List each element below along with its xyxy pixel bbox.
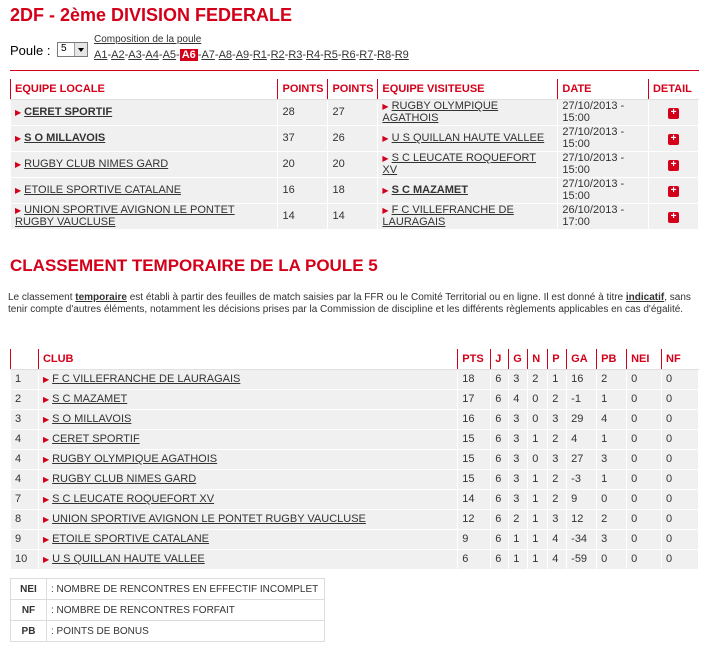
rank-cell-j: 6 bbox=[491, 549, 509, 569]
rank-cell-pts: 16 bbox=[458, 409, 491, 429]
club-link[interactable]: CERET SPORTIF bbox=[52, 433, 140, 445]
round-link-a1[interactable]: A1 bbox=[94, 49, 108, 61]
round-links bbox=[94, 49, 409, 61]
home-team-cell bbox=[11, 125, 278, 151]
round-separator: - bbox=[158, 49, 163, 61]
rank-cell-pb: 0 bbox=[597, 489, 627, 509]
club-cell bbox=[38, 489, 457, 509]
club-cell bbox=[38, 449, 457, 469]
rank-cell-nf: 0 bbox=[662, 529, 699, 549]
legend-text: : POINTS DE BONUS bbox=[47, 621, 325, 642]
rank-cell-ga: 27 bbox=[567, 449, 597, 469]
round-link-r4[interactable]: R4 bbox=[306, 49, 321, 61]
table-row bbox=[11, 529, 699, 549]
triangle-right-icon: ▶ bbox=[42, 535, 50, 544]
club-link[interactable]: RUGBY OLYMPIQUE AGATHOIS bbox=[52, 453, 218, 465]
poule-select[interactable] bbox=[57, 42, 88, 57]
legend-code: NF bbox=[11, 600, 47, 621]
rank-col-pb: PB bbox=[597, 349, 627, 369]
rank-cell-j: 6 bbox=[491, 429, 509, 449]
rank-cell-pts: 15 bbox=[458, 449, 491, 469]
match-row bbox=[11, 99, 699, 125]
rank-cell-g: 3 bbox=[509, 489, 528, 509]
round-link-r3[interactable]: R3 bbox=[288, 49, 303, 61]
rank-col-p: P bbox=[548, 349, 567, 369]
club-cell bbox=[38, 369, 457, 389]
detail-cell bbox=[648, 203, 698, 229]
points-away: 20 bbox=[328, 151, 378, 177]
rank-cell-pos: 4 bbox=[11, 449, 39, 469]
round-separator: - bbox=[284, 49, 289, 61]
rank-cell-ga: -3 bbox=[567, 469, 597, 489]
table-row bbox=[11, 509, 699, 529]
rank-cell-ga: 9 bbox=[567, 489, 597, 509]
round-separator: - bbox=[176, 49, 180, 61]
rank-cell-pos: 8 bbox=[11, 509, 39, 529]
rank-cell-nei: 0 bbox=[627, 489, 662, 509]
rank-cell-pts: 6 bbox=[458, 549, 491, 569]
rank-cell-nf: 0 bbox=[662, 469, 699, 489]
legend-row bbox=[11, 579, 325, 600]
table-row bbox=[11, 409, 699, 429]
home-team-link[interactable]: UNION SPORTIVE AVIGNON LE PONTET RUGBY VAUCLUSE bbox=[15, 204, 235, 228]
away-team-cell bbox=[378, 125, 558, 151]
rank-cell-j: 6 bbox=[491, 449, 509, 469]
composition-link[interactable]: Composition de la poule bbox=[94, 34, 202, 45]
round-link-a3[interactable]: A3 bbox=[128, 49, 142, 61]
away-team-link[interactable]: F C VILLEFRANCHE DE LAURAGAIS bbox=[382, 204, 514, 228]
legend-code: NEI bbox=[11, 579, 47, 600]
ranking-intro bbox=[8, 292, 698, 316]
legend-code: PB bbox=[11, 621, 47, 642]
rank-cell-pos: 4 bbox=[11, 429, 39, 449]
round-link-r8[interactable]: R8 bbox=[377, 49, 392, 61]
divider bbox=[10, 70, 699, 71]
club-link[interactable]: UNION SPORTIVE AVIGNON LE PONTET RUGBY VAUCLUSE bbox=[52, 513, 366, 525]
col-away: EQUIPE VISITEUSE bbox=[378, 79, 558, 99]
intro-text: est établi à partir des feuilles de match saisies par la FFR ou le Comité Territorial ou en ligne. Il est donné à titre bbox=[126, 292, 626, 303]
rank-cell-nei: 0 bbox=[627, 389, 662, 409]
rank-cell-pos: 7 bbox=[11, 489, 39, 509]
rank-cell-nf: 0 bbox=[662, 389, 699, 409]
rank-cell-n: 2 bbox=[528, 369, 548, 389]
triangle-right-icon: ▶ bbox=[15, 134, 22, 143]
matches-table bbox=[10, 79, 699, 230]
rank-cell-g: 3 bbox=[509, 449, 528, 469]
rank-cell-g: 2 bbox=[509, 509, 528, 529]
rank-col-ga: GA bbox=[567, 349, 597, 369]
rank-cell-ga: 29 bbox=[567, 409, 597, 429]
table-row bbox=[11, 389, 699, 409]
plus-icon[interactable]: + bbox=[668, 160, 679, 171]
rank-cell-nf: 0 bbox=[662, 409, 699, 429]
table-row bbox=[11, 369, 699, 389]
rank-cell-n: 1 bbox=[528, 469, 548, 489]
rank-cell-pb: 2 bbox=[597, 509, 627, 529]
rank-cell-ga: -1 bbox=[567, 389, 597, 409]
club-link[interactable]: ETOILE SPORTIVE CATALANE bbox=[52, 533, 209, 545]
round-separator: - bbox=[107, 49, 112, 61]
round-link-a8[interactable]: A8 bbox=[218, 49, 233, 61]
round-separator: - bbox=[214, 49, 219, 61]
points-away: 18 bbox=[328, 177, 378, 203]
round-separator: - bbox=[391, 49, 395, 61]
match-row bbox=[11, 125, 699, 151]
points-home: 37 bbox=[278, 125, 328, 151]
round-link-a7[interactable]: A7 bbox=[201, 49, 215, 61]
round-separator: - bbox=[337, 49, 342, 61]
home-team-cell bbox=[11, 177, 278, 203]
match-date: 26/10/2013 - 17:00 bbox=[558, 203, 649, 229]
round-separator: - bbox=[266, 49, 271, 61]
rank-cell-g: 4 bbox=[509, 389, 528, 409]
points-home: 20 bbox=[278, 151, 328, 177]
club-cell bbox=[38, 389, 457, 409]
away-team-link[interactable]: S C MAZAMET bbox=[391, 184, 468, 196]
rank-cell-j: 6 bbox=[491, 409, 509, 429]
round-link-r7[interactable]: R7 bbox=[359, 49, 374, 61]
col-points-home: POINTS bbox=[278, 79, 328, 99]
col-date: DATE bbox=[558, 79, 649, 99]
club-cell bbox=[38, 429, 457, 449]
rank-cell-ga: 16 bbox=[567, 369, 597, 389]
home-team-cell bbox=[11, 99, 278, 125]
rank-cell-pb: 1 bbox=[597, 429, 627, 449]
away-team-cell bbox=[378, 203, 558, 229]
rank-col-n: N bbox=[528, 349, 548, 369]
page-title: 2DF - 2ème DIVISION FEDERALE bbox=[10, 5, 293, 25]
triangle-right-icon: ▶ bbox=[15, 160, 22, 169]
rank-cell-g: 3 bbox=[509, 369, 528, 389]
plus-icon[interactable]: + bbox=[668, 186, 679, 197]
ranking-title: CLASSEMENT TEMPORAIRE DE LA POULE 5 bbox=[10, 256, 378, 275]
away-team-cell bbox=[378, 99, 558, 125]
intro-text: , sans tenir compte d'autres éléments, notamment les décisions prises par la Commission de discipline et les différents règlements applicables en cas d'égalité. bbox=[8, 292, 691, 315]
points-home: 28 bbox=[278, 99, 328, 125]
club-link[interactable]: S O MILLAVOIS bbox=[52, 413, 132, 425]
rank-cell-pts: 18 bbox=[458, 369, 491, 389]
rank-cell-ga: -34 bbox=[567, 529, 597, 549]
rank-cell-pb: 4 bbox=[597, 409, 627, 429]
intro-text: Le classement bbox=[8, 292, 76, 303]
triangle-right-icon: ▶ bbox=[42, 415, 50, 424]
club-link[interactable]: U S QUILLAN HAUTE VALLEE bbox=[52, 553, 205, 565]
club-link[interactable]: F C VILLEFRANCHE DE LAURAGAIS bbox=[52, 373, 241, 385]
rank-cell-n: 0 bbox=[528, 389, 548, 409]
rank-cell-nf: 0 bbox=[662, 549, 699, 569]
rank-cell-j: 6 bbox=[491, 489, 509, 509]
plus-icon[interactable]: + bbox=[668, 134, 679, 145]
rank-cell-pts: 14 bbox=[458, 489, 491, 509]
points-away: 14 bbox=[328, 203, 378, 229]
detail-cell bbox=[648, 99, 698, 125]
col-home: EQUIPE LOCALE bbox=[11, 79, 278, 99]
table-row bbox=[11, 549, 699, 569]
table-row bbox=[11, 429, 699, 449]
away-team-link[interactable]: RUGBY OLYMPIQUE AGATHOIS bbox=[382, 100, 499, 124]
legend-text: : NOMBRE DE RENCONTRES FORFAIT bbox=[47, 600, 325, 621]
round-link-r9[interactable]: R9 bbox=[394, 49, 409, 61]
rank-cell-p: 1 bbox=[548, 369, 567, 389]
points-home: 16 bbox=[278, 177, 328, 203]
rank-cell-ga: 12 bbox=[567, 509, 597, 529]
round-link-a4[interactable]: A4 bbox=[145, 49, 159, 61]
round-link-a9[interactable]: A9 bbox=[235, 49, 250, 61]
match-date: 27/10/2013 - 15:00 bbox=[558, 177, 649, 203]
round-separator: - bbox=[249, 49, 253, 61]
rank-cell-nei: 0 bbox=[627, 429, 662, 449]
rank-cell-g: 3 bbox=[509, 469, 528, 489]
home-team-link[interactable]: ETOILE SPORTIVE CATALANE bbox=[24, 184, 182, 196]
rank-cell-j: 6 bbox=[491, 369, 509, 389]
round-separator: - bbox=[320, 49, 324, 61]
rank-cell-p: 2 bbox=[548, 469, 567, 489]
rank-cell-pos: 4 bbox=[11, 469, 39, 489]
rank-cell-pts: 15 bbox=[458, 429, 491, 449]
points-away: 27 bbox=[328, 99, 378, 125]
triangle-right-icon: ▶ bbox=[42, 375, 50, 384]
rank-col-pos bbox=[11, 349, 39, 369]
round-separator: - bbox=[124, 49, 129, 61]
rank-cell-pts: 15 bbox=[458, 469, 491, 489]
rank-col-g: G bbox=[509, 349, 528, 369]
chevron-down-icon[interactable] bbox=[74, 43, 87, 56]
rank-cell-g: 1 bbox=[509, 529, 528, 549]
away-team-cell bbox=[378, 177, 558, 203]
rank-cell-p: 2 bbox=[548, 489, 567, 509]
poule-label: Poule : bbox=[10, 43, 51, 58]
rank-cell-pts: 9 bbox=[458, 529, 491, 549]
col-points-away: POINTS bbox=[328, 79, 378, 99]
rank-cell-p: 4 bbox=[548, 529, 567, 549]
legend-row bbox=[11, 600, 325, 621]
rank-cell-n: 1 bbox=[528, 529, 548, 549]
triangle-right-icon: ▶ bbox=[382, 206, 389, 215]
rank-cell-p: 3 bbox=[548, 409, 567, 429]
rank-cell-ga: -59 bbox=[567, 549, 597, 569]
club-cell bbox=[38, 549, 457, 569]
table-row bbox=[11, 449, 699, 469]
club-link[interactable]: S C MAZAMET bbox=[52, 393, 128, 405]
plus-icon[interactable]: + bbox=[668, 108, 679, 119]
points-away: 26 bbox=[328, 125, 378, 151]
poule-select-value: 5 bbox=[61, 43, 67, 54]
match-row bbox=[11, 177, 699, 203]
ranking-table bbox=[10, 349, 699, 570]
triangle-right-icon: ▶ bbox=[15, 186, 22, 195]
rank-cell-nf: 0 bbox=[662, 449, 699, 469]
rank-cell-n: 1 bbox=[528, 509, 548, 529]
rank-cell-pb: 0 bbox=[597, 549, 627, 569]
round-separator: - bbox=[197, 49, 202, 61]
rank-cell-p: 3 bbox=[548, 509, 567, 529]
rank-col-j: J bbox=[491, 349, 509, 369]
triangle-right-icon: ▶ bbox=[42, 435, 50, 444]
rank-col-nf: NF bbox=[662, 349, 699, 369]
round-separator: - bbox=[232, 49, 236, 61]
away-team-link[interactable]: S C LEUCATE ROQUEFORT XV bbox=[382, 152, 537, 176]
rank-cell-j: 6 bbox=[491, 389, 509, 409]
rank-cell-nf: 0 bbox=[662, 509, 699, 529]
round-link-a2[interactable]: A2 bbox=[111, 49, 125, 61]
points-home: 14 bbox=[278, 203, 328, 229]
home-team-cell bbox=[11, 203, 278, 229]
rank-cell-pb: 2 bbox=[597, 369, 627, 389]
rank-cell-nei: 0 bbox=[627, 469, 662, 489]
match-date: 27/10/2013 - 15:00 bbox=[558, 125, 649, 151]
rank-cell-n: 1 bbox=[528, 429, 548, 449]
rank-cell-nei: 0 bbox=[627, 369, 662, 389]
home-team-cell bbox=[11, 151, 278, 177]
triangle-right-icon: ▶ bbox=[382, 102, 389, 111]
rank-cell-j: 6 bbox=[491, 469, 509, 489]
rank-cell-pts: 12 bbox=[458, 509, 491, 529]
detail-cell bbox=[648, 151, 698, 177]
rank-cell-nf: 0 bbox=[662, 489, 699, 509]
rank-cell-p: 2 bbox=[548, 429, 567, 449]
rank-cell-nf: 0 bbox=[662, 369, 699, 389]
rank-cell-n: 1 bbox=[528, 549, 548, 569]
triangle-right-icon: ▶ bbox=[382, 186, 389, 195]
rank-cell-g: 1 bbox=[509, 549, 528, 569]
rank-cell-n: 0 bbox=[528, 449, 548, 469]
triangle-right-icon: ▶ bbox=[42, 495, 50, 504]
triangle-right-icon: ▶ bbox=[382, 134, 389, 143]
rank-cell-nei: 0 bbox=[627, 409, 662, 429]
rank-cell-pb: 1 bbox=[597, 469, 627, 489]
club-cell bbox=[38, 409, 457, 429]
detail-cell bbox=[648, 177, 698, 203]
round-link-r6[interactable]: R6 bbox=[341, 49, 356, 61]
club-link[interactable]: S C LEUCATE ROQUEFORT XV bbox=[52, 493, 215, 505]
triangle-right-icon: ▶ bbox=[42, 555, 50, 564]
rank-cell-pb: 3 bbox=[597, 449, 627, 469]
triangle-right-icon: ▶ bbox=[42, 515, 50, 524]
rank-col-club: CLUB bbox=[38, 349, 457, 369]
round-link-a6[interactable]: A6 bbox=[181, 49, 196, 61]
plus-icon[interactable]: + bbox=[668, 212, 679, 223]
rank-cell-pts: 17 bbox=[458, 389, 491, 409]
club-cell bbox=[38, 529, 457, 549]
away-team-cell bbox=[378, 151, 558, 177]
triangle-right-icon: ▶ bbox=[382, 154, 389, 163]
club-cell bbox=[38, 509, 457, 529]
detail-cell bbox=[648, 125, 698, 151]
match-row bbox=[11, 151, 699, 177]
table-row bbox=[11, 469, 699, 489]
intro-keyword-indicatif: indicatif bbox=[625, 292, 665, 303]
home-team-link[interactable]: S O MILLAVOIS bbox=[24, 132, 106, 144]
triangle-right-icon: ▶ bbox=[42, 395, 50, 404]
round-separator: - bbox=[141, 49, 146, 61]
round-separator: - bbox=[355, 49, 360, 61]
triangle-right-icon: ▶ bbox=[42, 475, 50, 484]
match-date: 27/10/2013 - 15:00 bbox=[558, 99, 649, 125]
intro-keyword-temporaire: temporaire bbox=[75, 292, 127, 303]
rank-cell-j: 6 bbox=[491, 509, 509, 529]
round-link-a5[interactable]: A5 bbox=[162, 49, 177, 61]
rank-cell-p: 4 bbox=[548, 549, 567, 569]
rank-cell-nei: 0 bbox=[627, 549, 662, 569]
rank-cell-pos: 9 bbox=[11, 529, 39, 549]
away-team-link[interactable]: U S QUILLAN HAUTE VALLEE bbox=[391, 132, 545, 144]
round-link-r1[interactable]: R1 bbox=[252, 49, 267, 61]
rank-col-pts: PTS bbox=[458, 349, 491, 369]
rank-cell-pos: 10 bbox=[11, 549, 39, 569]
rank-col-nei: NEI bbox=[627, 349, 662, 369]
match-date: 27/10/2013 - 15:00 bbox=[558, 151, 649, 177]
round-separator: - bbox=[302, 49, 307, 61]
rank-cell-j: 6 bbox=[491, 529, 509, 549]
round-separator: - bbox=[373, 49, 377, 61]
match-row bbox=[11, 203, 699, 229]
triangle-right-icon: ▶ bbox=[15, 108, 22, 117]
col-detail: DETAIL bbox=[648, 79, 698, 99]
rank-cell-n: 0 bbox=[528, 409, 548, 429]
rank-cell-p: 2 bbox=[548, 389, 567, 409]
triangle-right-icon: ▶ bbox=[42, 455, 50, 464]
rank-cell-nf: 0 bbox=[662, 429, 699, 449]
home-team-link[interactable]: CERET SPORTIF bbox=[24, 106, 113, 118]
round-link-r2[interactable]: R2 bbox=[270, 49, 285, 61]
rank-cell-p: 3 bbox=[548, 449, 567, 469]
round-link-r5[interactable]: R5 bbox=[323, 49, 338, 61]
triangle-right-icon: ▶ bbox=[15, 206, 22, 215]
rank-cell-nei: 0 bbox=[627, 529, 662, 549]
rank-cell-pb: 1 bbox=[597, 389, 627, 409]
legend-row bbox=[11, 621, 325, 642]
rank-cell-pos: 3 bbox=[11, 409, 39, 429]
rank-cell-pos: 1 bbox=[11, 369, 39, 389]
rank-cell-g: 3 bbox=[509, 409, 528, 429]
rank-cell-pb: 3 bbox=[597, 529, 627, 549]
rank-cell-nei: 0 bbox=[627, 509, 662, 529]
rank-cell-g: 3 bbox=[509, 429, 528, 449]
club-cell bbox=[38, 469, 457, 489]
rank-cell-pos: 2 bbox=[11, 389, 39, 409]
legend-text: : NOMBRE DE RENCONTRES EN EFFECTIF INCOMPLET bbox=[47, 579, 325, 600]
rank-cell-nei: 0 bbox=[627, 449, 662, 469]
club-link[interactable]: RUGBY CLUB NIMES GARD bbox=[52, 473, 197, 485]
rank-cell-ga: 4 bbox=[567, 429, 597, 449]
table-row bbox=[11, 489, 699, 509]
home-team-link[interactable]: RUGBY CLUB NIMES GARD bbox=[24, 158, 169, 170]
rank-cell-n: 1 bbox=[528, 489, 548, 509]
legend-table bbox=[10, 578, 325, 642]
